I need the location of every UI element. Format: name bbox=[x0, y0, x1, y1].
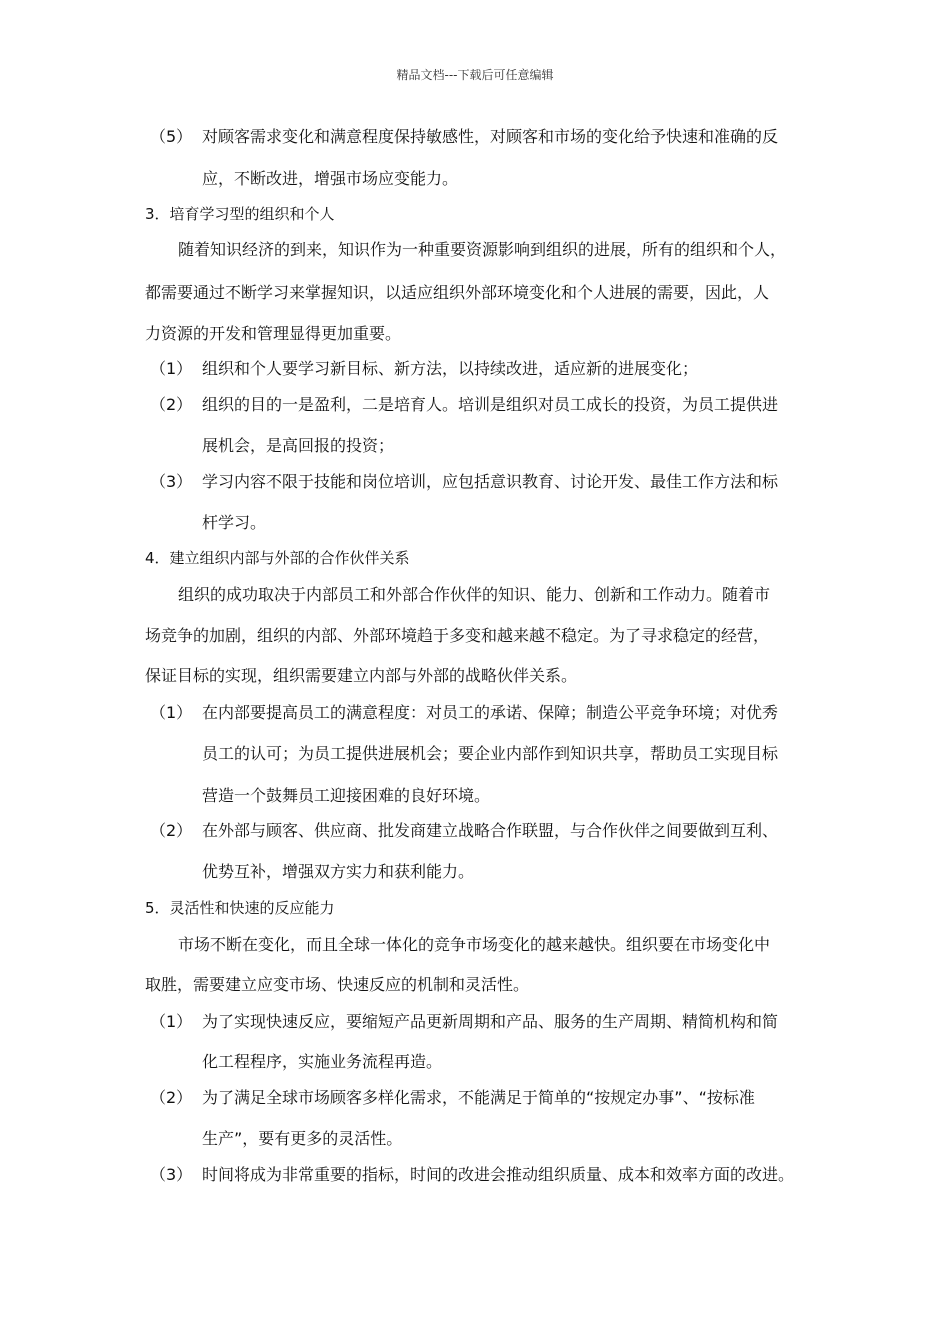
list-item-text: 在外部与顾客、供应商、批发商建立战略合作联盟，与合作伙伴之间要做到互利、 bbox=[202, 821, 779, 840]
list-number: （1） bbox=[150, 359, 193, 378]
section-heading: 5．灵活性和快速的反应能力 bbox=[145, 899, 335, 917]
page-header: 精品文档---下载后可任意编辑 bbox=[396, 68, 554, 82]
list-item-text: 为了满足全球市场顾客多样化需求，不能满足于简单的“按规定办事”、“按标准 bbox=[202, 1088, 755, 1107]
list-number: （1） bbox=[150, 1012, 193, 1031]
list-item-text: 为了实现快速反应，要缩短产品更新周期和产品、服务的生产周期、精简机构和简 bbox=[202, 1012, 779, 1031]
paragraph-line: 都需要通过不断学习来掌握知识，以适应组织外部环境变化和个人进展的需要，因此，人 bbox=[145, 283, 770, 302]
list-item-text: 生产”，要有更多的灵活性。 bbox=[202, 1129, 403, 1148]
list-item-text: 在内部要提高员工的满意程度：对员工的承诺、保障；制造公平竞争环境；对优秀 bbox=[202, 703, 779, 722]
paragraph-line: 市场不断在变化，而且全球一体化的竞争市场变化的越来越快。组织要在市场变化中 bbox=[178, 935, 771, 954]
list-number: （2） bbox=[150, 395, 193, 414]
list-item-text: 营造一个鼓舞员工迎接困难的良好环境。 bbox=[202, 786, 491, 805]
paragraph-line: 场竞争的加剧，组织的内部、外部环境趋于多变和越来越不稳定。为了寻求稳定的经营， bbox=[145, 626, 770, 645]
list-item-text: 时间将成为非常重要的指标，时间的改进会推动组织质量、成本和效率方面的改进。 bbox=[202, 1165, 795, 1184]
list-number: （3） bbox=[150, 1165, 193, 1184]
list-item-text: 展机会，是高回报的投资； bbox=[202, 436, 395, 455]
list-item-text: 化工程程序，实施业务流程再造。 bbox=[202, 1052, 443, 1071]
list-item-text: 杆学习。 bbox=[202, 513, 267, 532]
section-heading: 3．培育学习型的组织和个人 bbox=[145, 205, 335, 223]
paragraph-line: 取胜，需要建立应变市场、快速反应的机制和灵活性。 bbox=[145, 975, 530, 994]
list-number: （2） bbox=[150, 1088, 193, 1107]
paragraph-line: 保证目标的实现，组织需要建立内部与外部的战略伙伴关系。 bbox=[145, 666, 578, 685]
list-item-text: 应，不断改进，增强市场应变能力。 bbox=[202, 169, 459, 188]
paragraph-line: 组织的成功取决于内部员工和外部合作伙伴的知识、能力、创新和工作动力。随着市 bbox=[178, 585, 771, 604]
list-item-text: 优势互补，增强双方实力和获利能力。 bbox=[202, 862, 475, 881]
list-number: （2） bbox=[150, 821, 193, 840]
section-heading: 4．建立组织内部与外部的合作伙伴关系 bbox=[145, 549, 410, 567]
list-number: （5） bbox=[150, 127, 193, 146]
list-item-text: 学习内容不限于技能和岗位培训，应包括意识教育、讨论开发、最佳工作方法和标 bbox=[202, 472, 779, 491]
list-item-text: 对顾客需求变化和满意程度保持敏感性，对顾客和市场的变化给予快速和准确的反 bbox=[202, 127, 779, 146]
paragraph-line: 随着知识经济的到来，知识作为一种重要资源影响到组织的进展，所有的组织和个人， bbox=[178, 240, 787, 259]
list-item-text: 组织和个人要学习新目标、新方法，以持续改进，适应新的进展变化； bbox=[202, 359, 699, 378]
list-number: （1） bbox=[150, 703, 193, 722]
list-item-text: 组织的目的一是盈利，二是培育人。培训是组织对员工成长的投资，为员工提供进 bbox=[202, 395, 779, 414]
list-item-text: 员工的认可；为员工提供进展机会；要企业内部作到知识共享，帮助员工实现目标 bbox=[202, 744, 779, 763]
paragraph-line: 力资源的开发和管理显得更加重要。 bbox=[145, 324, 402, 343]
list-number: （3） bbox=[150, 472, 193, 491]
